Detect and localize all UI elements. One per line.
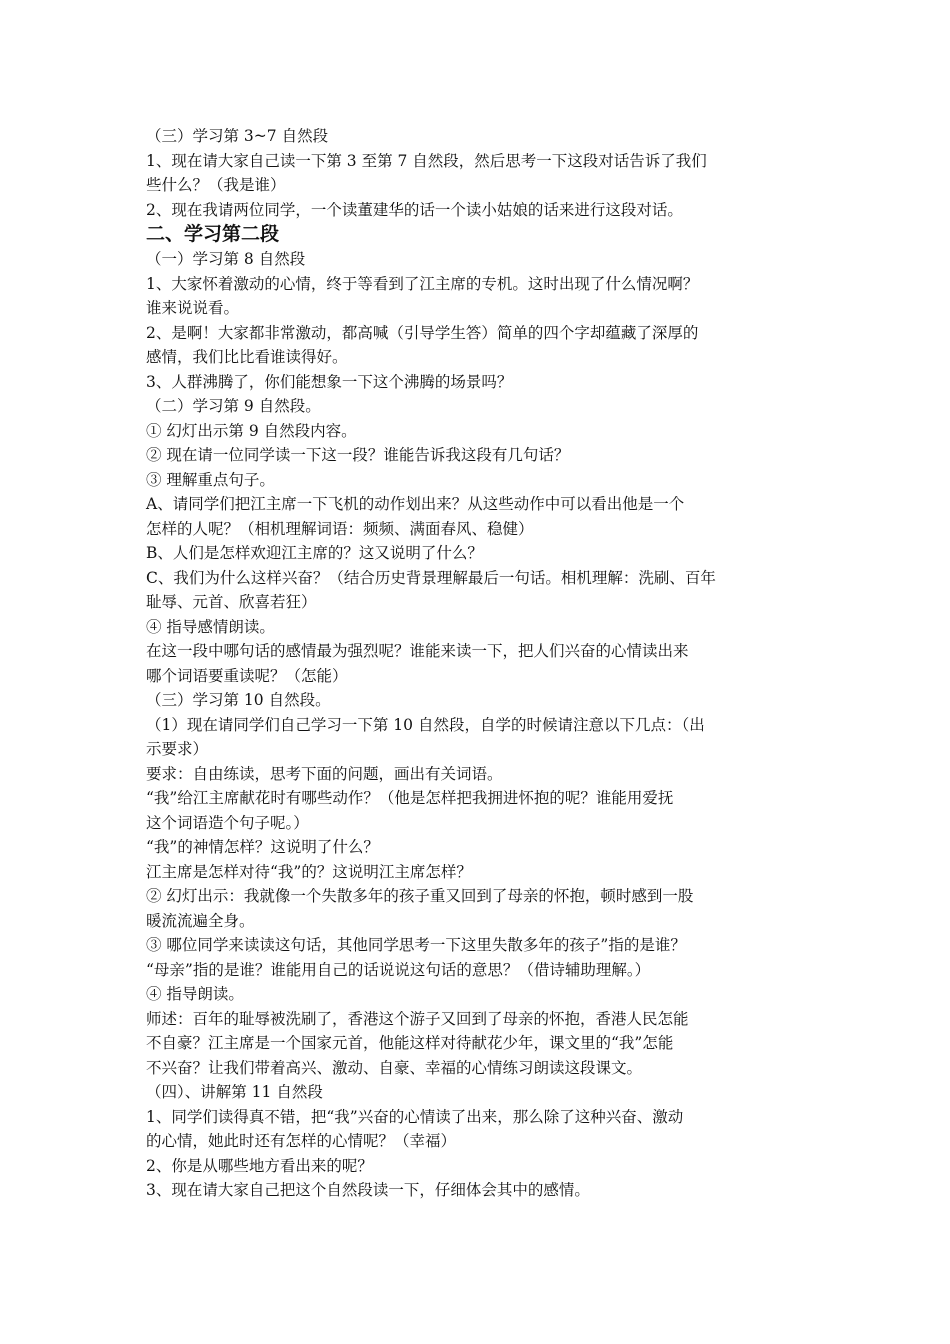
text-line: 2、你是从哪些地方看出来的呢？	[146, 1156, 373, 1175]
text-line: 暖流流遍全身。	[146, 911, 255, 930]
text-line: （四）、讲解第 11 自然段	[146, 1083, 323, 1101]
text-line: （1）现在请同学们自己学习一下第 10 自然段，自学的时候请注意以下几点：（出	[146, 715, 705, 734]
text-line: ④ 指导朗读。	[146, 985, 244, 1003]
text-line: 谁来说说看。	[146, 299, 240, 317]
text-line: 1、同学们读得真不错，把“我”兴奋的心情读了出来，那么除了这种兴奋、激动	[146, 1107, 684, 1126]
text-line: 这个词语造个句子呢。）	[146, 813, 309, 832]
text-line: 耻辱、元首、欣喜若狂）	[146, 593, 317, 611]
text-line: A、请同学们把江主席一下飞机的动作划出来？从这些动作中可以看出他是一个	[146, 495, 685, 513]
text-line: 些什么？（我是谁）	[146, 176, 286, 194]
text-line: ② 现在请一位同学读一下这一段？谁能告诉我这段有几句话？	[146, 446, 570, 464]
text-line: 的心情，她此时还有怎样的心情呢？（幸福）	[146, 1132, 457, 1150]
text-line: 3、人群沸腾了，你们能想象一下这个沸腾的场景吗？	[146, 372, 513, 391]
text-line: 师述：百年的耻辱被洗刷了，香港这个游子又回到了母亲的怀抱，香港人民怎能	[146, 1009, 689, 1028]
text-line: （三）学习第 3~7 自然段	[146, 127, 329, 145]
text-line: 3、现在请大家自己把这个自然段读一下，仔细体会其中的感情。	[146, 1181, 590, 1199]
text-line: 2、现在我请两位同学，一个读董建华的话一个读小姑娘的话来进行这段对话。	[146, 200, 683, 219]
text-line: （一）学习第 8 自然段	[146, 250, 306, 268]
text-line: ③ 理解重点句子。	[146, 470, 275, 489]
text-line: 在这一段中哪句话的感情最为强烈呢？谁能来读一下，把人们兴奋的心情读出来	[146, 642, 689, 660]
text-line: 示要求）	[146, 740, 209, 758]
text-line: ③ 哪位同学来读读这句话，其他同学思考一下这里失散多年的孩子”指的是谁？	[146, 936, 686, 954]
section-heading: 二、学习第二段	[146, 223, 280, 245]
document-body	[146, 124, 836, 1203]
text-line: （三）学习第 10 自然段。	[146, 691, 331, 709]
text-line: 哪个词语要重读呢？（怎能）	[146, 666, 348, 685]
text-line: B、人们是怎样欢迎江主席的？这又说明了什么？	[146, 544, 483, 562]
text-line: “我”给江主席献花时有哪些动作？（他是怎样把我拥进怀抱的呢？谁能用爱抚	[146, 789, 674, 807]
text-line: 感情，我们比比看谁读得好。	[146, 348, 348, 366]
text-line: 要求：自由练读，思考下面的问题，画出有关词语。	[146, 764, 503, 783]
text-line: 1、现在请大家自己读一下第 3 至第 7 自然段，然后思考一下这段对话告诉了我们	[146, 151, 707, 170]
text-line: 怎样的人呢？（相机理解词语：频频、满面春风、稳健）	[146, 519, 534, 538]
text-line: 江主席是怎样对待“我”的？这说明江主席怎样？	[146, 862, 472, 881]
text-line: ① 幻灯出示第 9 自然段内容。	[146, 421, 357, 440]
text-line: 不兴奋？让我们带着高兴、激动、自豪、幸福的心情练习朗读这段课文。	[146, 1058, 643, 1077]
text-line: 2、是啊！大家都非常激动，都高喊（引导学生答）简单的四个字却蕴藏了深厚的	[146, 323, 699, 342]
text-line: “母亲”指的是谁？谁能用自己的话说说这句话的意思？（借诗辅助理解。）	[146, 960, 651, 979]
text-line: ② 幻灯出示：我就像一个失散多年的孩子重又回到了母亲的怀抱，顿时感到一股	[146, 887, 694, 905]
text-line: C、我们为什么这样兴奋？（结合历史背景理解最后一句话。相机理解：洗刷、百年	[146, 568, 716, 587]
text-line: 1、大家怀着激动的心情，终于等看到了江主席的专机。这时出现了什么情况啊？	[146, 274, 699, 293]
text-line: “我”的神情怎样？这说明了什么？	[146, 838, 379, 856]
text-line: 不自豪？江主席是一个国家元首，他能这样对待献花少年，课文里的“我”怎能	[146, 1034, 674, 1052]
text-line: （二）学习第 9 自然段。	[146, 397, 321, 415]
text-line: ④ 指导感情朗读。	[146, 617, 275, 636]
